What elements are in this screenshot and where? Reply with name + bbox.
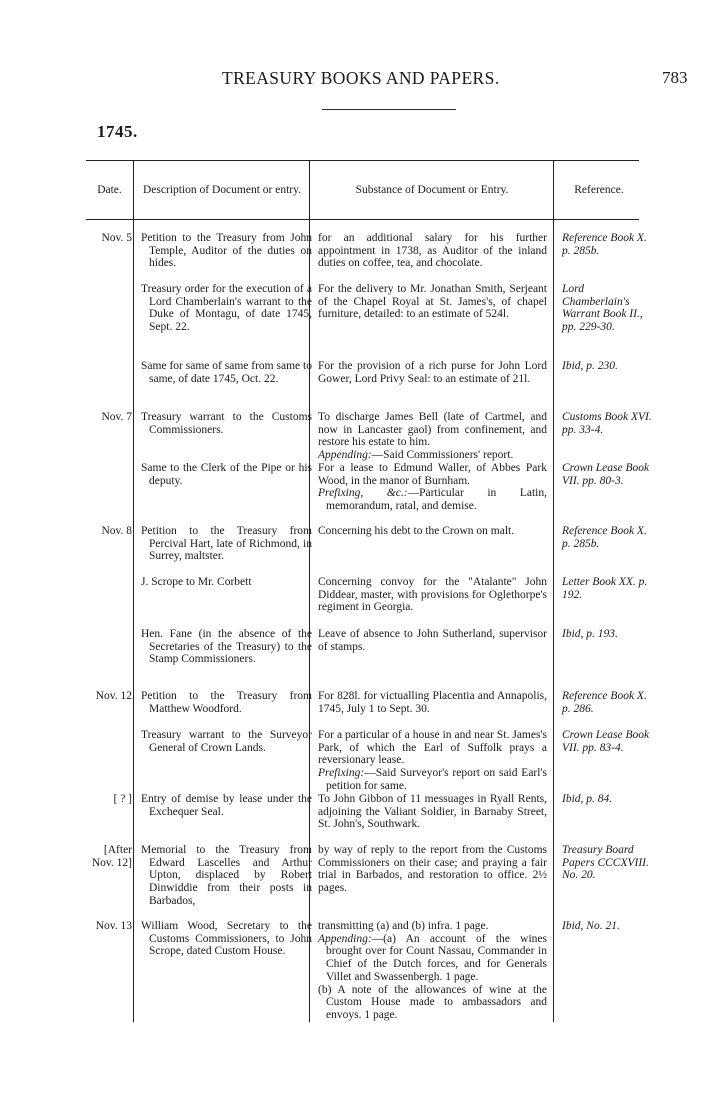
entry-description: Memorial to the Treasury from Edward Lascelles and Arthur Upton, displaced by Robert Dinwiddie from their posts in Barbados, (141, 844, 312, 907)
entry-substance: To John Gibbon of 11 messuages in Ryall Rents, adjoining the Valiant Soldier, in Barnaby Street, St. John's, Southwark. (318, 793, 547, 831)
entry-reference: Reference Book X. p. 285b. (562, 232, 647, 257)
entry-description: Hen. Fane (in the absence of the Secretaries of the Treasury) to the Stamp Commissioners. (141, 628, 312, 666)
sub-label: Appending: (318, 449, 372, 462)
sub-text: —Said Commissioners' report. (371, 449, 514, 462)
entry-reference: Reference Book X. p. 286. (562, 690, 647, 715)
entry-description: Petition to the Treasury from John Temple, Auditor of the duties on hides. (141, 232, 312, 270)
column-header-substance: Substance of Document or Entry. (355, 183, 509, 196)
sub-text: —Particular in Latin, memorandum, ratal, and demise. (326, 487, 548, 513)
entry-date: Nov. 5 (101, 232, 132, 244)
entry-date: [After Nov. 12] (91, 844, 132, 869)
entry-date: Nov. 12 (95, 690, 132, 702)
entry-reference: Ibid, p. 193. (562, 628, 618, 640)
entry-substance: For the provision of a rich purse for John Lord Gower, Lord Privy Seal: to an estimate of 21l. (318, 360, 547, 385)
sub-label: Appending: (318, 932, 372, 945)
entry-substance (318, 920, 547, 1022)
substance-text: For a particular of a house in and near St. James's Park, of which the Earl of Suffolk prays a reversionary lease. (318, 729, 547, 767)
entry-substance: Leave of absence to John Sutherland, supervisor of stamps. (318, 628, 547, 653)
column-header-description: Description of Document or entry. (143, 183, 301, 196)
entry-reference: Crown Lease Book VII. pp. 80-3. (562, 462, 650, 487)
entry-substance: Concerning convoy for the "Atalante" John Diddear, master, with provisions for Oglethorpe's regiment in Georgia. (318, 576, 547, 614)
entry-description: Treasury warrant to the Customs Commissioners. (141, 411, 312, 436)
page-number: 783 (662, 68, 688, 87)
entry-substance (318, 411, 547, 462)
title-rule (322, 109, 456, 110)
table-top-rule (86, 160, 639, 161)
sub-text: (b) A note of the allowances of wine at the Custom House made to ambassadors and envoys. 1 page. (318, 983, 547, 1021)
entry-reference: Letter Book XX. p. 192. (562, 576, 648, 601)
entry-description: Treasury warrant to the Surveyor General of Crown Lands. (141, 729, 312, 754)
entry-description: Same to the Clerk of the Pipe or his deputy. (141, 462, 312, 487)
entry-date: Nov. 8 (101, 525, 132, 537)
sub-label: Prefixing: (318, 767, 365, 780)
entry-reference: Crown Lease Book VII. pp. 83-4. (562, 729, 650, 754)
entry-description: Entry of demise by lease under the Exchequer Seal. (141, 793, 312, 818)
entry-substance: by way of reply to the report from the Customs Commissioners on their case; and praying a fair trial in Barbados, and restoration to office. 2½ pages. (318, 844, 547, 895)
entry-description: Petition to the Treasury from Percival Hart, late of Richmond, in Surrey, maltster. (141, 525, 312, 563)
entry-reference: Ibid, p. 84. (562, 793, 613, 805)
column-header-reference: Reference. (574, 183, 624, 196)
entry-substance: For the delivery to Mr. Jonathan Smith, Serjeant of the Chapel Royal at St. James's, of chapel furniture, detailed: to an estimate of 524l. (318, 283, 547, 321)
entry-date: Nov. 13 (95, 920, 132, 932)
substance-text: For a lease to Edmund Waller, of Abbes Park Wood, in the manor of Burnham. (318, 462, 547, 487)
sub-text: —(a) An account of the wines brought over for Count Nassau, Commander in Chief of the Dutch forces, and for Generals Villet and Swassenbergh. 1 page. (326, 932, 547, 983)
entry-reference: Ibid, No. 21. (562, 920, 620, 932)
page-header (0, 68, 722, 94)
substance-text: transmitting (a) and (b) infra. 1 page. (318, 920, 489, 932)
entry-substance: Concerning his debt to the Crown on malt. (318, 525, 515, 537)
entry-date: [ ? ] (113, 793, 132, 805)
entry-substance: For 828l. for victualling Placentia and Annapolis, 1745, July 1 to Sept. 30. (318, 690, 547, 715)
entry-description: Same for same of same from same to same, of date 1745, Oct. 22. (141, 360, 312, 385)
entry-substance: for an additional salary for his further appointment in 1738, as Auditor of the inland duties on coffee, tea, and chocolate. (318, 232, 547, 270)
entry-reference: Lord Chamberlain's Warrant Book II., pp. 229-30. (562, 283, 643, 334)
column-divider (133, 160, 134, 1022)
entry-date: Nov. 7 (101, 411, 132, 423)
entry-description: William Wood, Secretary to the Customs Commissioners, to John Scrope, dated Custom House. (141, 920, 312, 958)
entry-description: Petition to the Treasury from Matthew Woodford. (141, 690, 312, 715)
entry-reference: Reference Book X. p. 285b. (562, 525, 647, 550)
entry-reference: Treasury Board Papers CCCXVIII. No. 20. (562, 844, 649, 882)
entry-substance (318, 462, 547, 513)
entry-reference: Customs Book XVI. pp. 33-4. (562, 411, 652, 436)
column-header-date: Date. (97, 183, 122, 196)
substance-text: To discharge James Bell (late of Cartmel, and now in Lancaster gaol) from confinement, and restore his estate to him. (318, 411, 547, 449)
table-header-rule (86, 219, 639, 220)
column-divider (553, 160, 554, 1022)
year-heading: 1745. (97, 122, 138, 141)
sub-label: Prefixing, &c.: (318, 487, 408, 500)
entry-description: Treasury order for the execution of a Lord Chamberlain's warrant to the Duke of Montagu, of date 1745, Sept. 22. (141, 283, 312, 334)
running-title: TREASURY BOOKS AND PAPERS. (222, 68, 500, 88)
entry-substance (318, 729, 547, 793)
entry-description: J. Scrope to Mr. Corbett (141, 576, 252, 588)
entry-reference: Ibid, p. 230. (562, 360, 618, 372)
sub-text: —Said Surveyor's report on said Earl's petition for same. (326, 767, 547, 792)
